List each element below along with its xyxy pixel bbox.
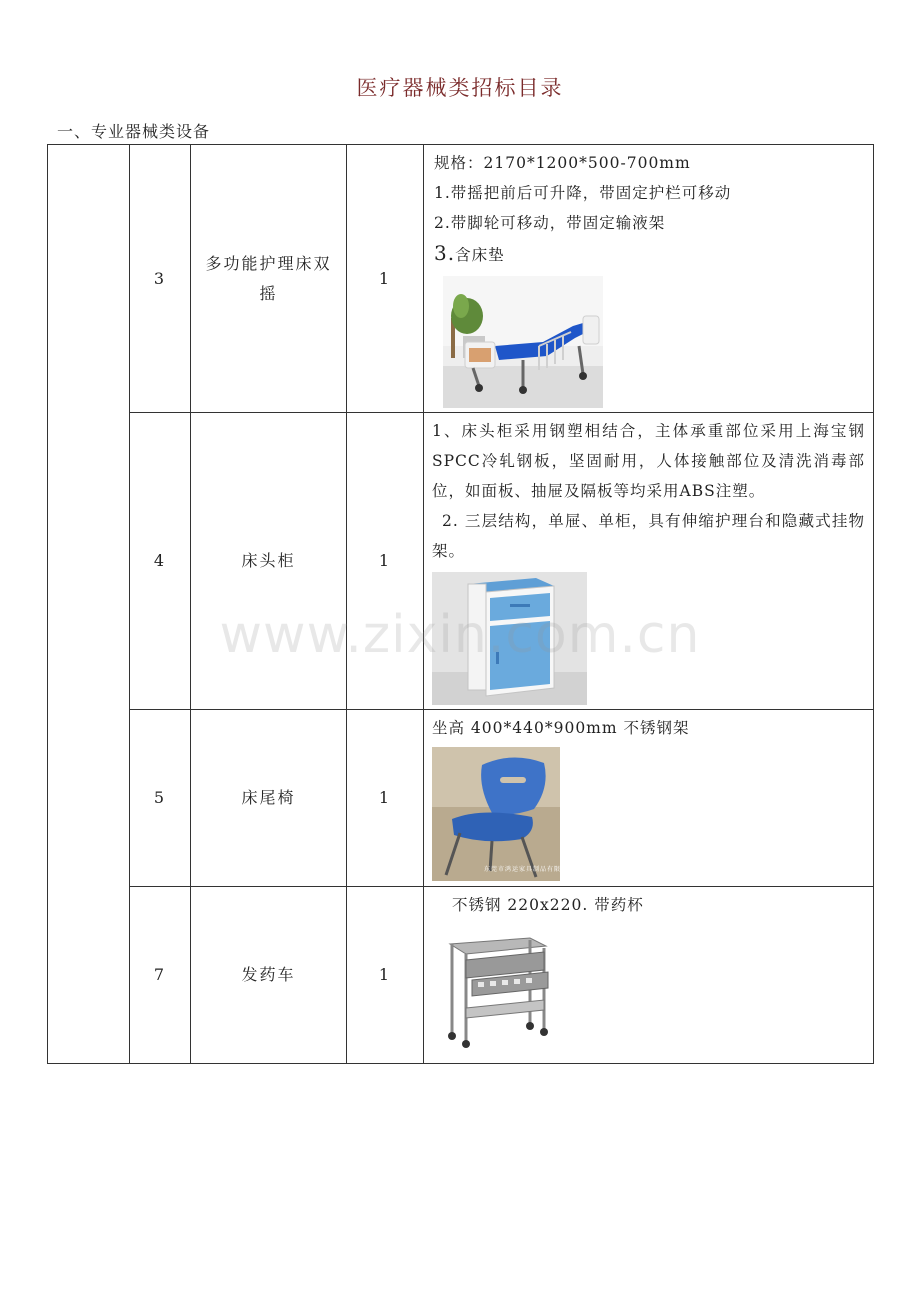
table-row <box>48 887 874 1064</box>
spec-line: 不锈钢 220x220. 带药杯 <box>452 896 644 914</box>
bedside-cabinet-photo <box>432 572 587 705</box>
watermark-text: www.zixin.com.cn <box>219 605 701 665</box>
nursing-bed-photo <box>443 276 603 408</box>
spec-text: 含床垫 <box>455 246 505 264</box>
spec-line: 1.带摇把前后可升降，带固定护栏可移动 <box>434 184 732 202</box>
item-quantity: 1 <box>347 145 424 413</box>
spec-paragraph: 1、床头柜采用钢塑相结合，主体承重部位采用上海宝钢SPCC冷轧钢板，坚固耐用，人体接触部位及清洗消毒部位，如面板、抽屉及隔板等均采用ABS注塑。 <box>432 422 865 500</box>
item-quantity: 1 <box>347 887 424 1064</box>
section-heading: 一、专业器械类设备 <box>57 122 211 141</box>
spec-line <box>434 238 865 270</box>
spec-line: 规格：2170*1200*500-700mm <box>434 154 691 172</box>
document-title: 医疗器械类招标目录 <box>356 76 564 100</box>
table-row <box>48 413 874 710</box>
item-name: 多功能护理床双摇 <box>191 145 347 413</box>
item-number: 5 <box>130 710 191 887</box>
item-number: 4 <box>130 413 191 710</box>
equipment-table <box>47 144 874 1064</box>
item-description <box>424 413 874 710</box>
table-row <box>48 145 874 413</box>
item-description <box>424 887 874 1064</box>
bed-end-chair-photo <box>432 747 642 881</box>
item-quantity: 1 <box>347 710 424 887</box>
item-description <box>424 145 874 413</box>
item-name: 发药车 <box>191 887 347 1064</box>
spec-number: 3. <box>434 241 456 265</box>
photo-caption: 东莞市鸿运家具制品有限公司 0769-8588 1688 <box>484 866 642 873</box>
item-quantity: 1 <box>347 413 424 710</box>
item-name: 床尾椅 <box>191 710 347 887</box>
item-description <box>424 710 874 887</box>
item-number: 3 <box>130 145 191 413</box>
spec-line: 2.带脚轮可移动，带固定输液架 <box>434 214 666 232</box>
medicine-cart-photo <box>438 926 556 1048</box>
category-cell <box>48 145 130 1064</box>
spec-line: 坐高 400*440*900mm 不锈钢架 <box>432 719 690 737</box>
table-row <box>48 710 874 887</box>
item-number: 7 <box>130 887 191 1064</box>
spec-paragraph: 2. 三层结构，单屉、单柜，具有伸缩护理台和隐藏式挂物架。 <box>432 512 865 560</box>
item-name: 床头柜 <box>191 413 347 710</box>
